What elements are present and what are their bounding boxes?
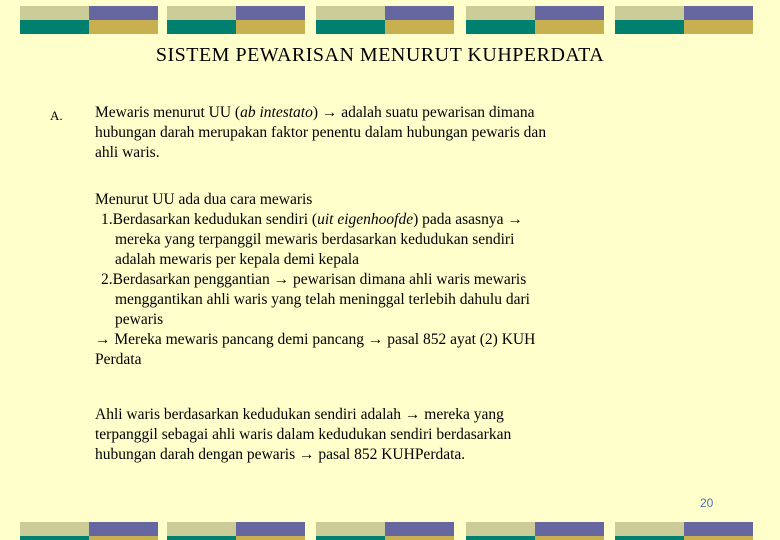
decor-block bbox=[466, 522, 604, 540]
text-line: ahli waris. bbox=[95, 144, 160, 161]
paragraph-definition bbox=[95, 103, 745, 163]
decor-block bbox=[466, 6, 604, 34]
item-label: A. bbox=[50, 108, 63, 123]
decor-block bbox=[167, 522, 305, 540]
decor-block bbox=[316, 6, 454, 34]
decor-block bbox=[615, 6, 753, 34]
latin-term: ab intestato bbox=[240, 104, 313, 121]
text-line: adalah mewaris per kepala demi kepala bbox=[115, 251, 360, 268]
text-line: terpanggil sebagai ahli waris dalam kedudukan sendiri berdasarkan bbox=[95, 426, 512, 443]
decor-block bbox=[20, 522, 158, 540]
text-line: hubungan darah merupakan faktor penentu dalam hubungan pewaris dan bbox=[95, 124, 547, 141]
bottom-decor-bar bbox=[0, 522, 780, 540]
slide-title: SISTEM PEWARISAN MENURUT KUHPERDATA bbox=[155, 44, 605, 66]
paragraph-own-position bbox=[95, 405, 745, 465]
list-item: 1.Berdasarkan kedudukan sendiri (uit eigenhoofde) pada asasnya → bbox=[101, 211, 523, 228]
page-number: 20 bbox=[700, 496, 714, 510]
text-line: Mewaris menurut UU (ab intestato) → adalah suatu pewarisan dimana bbox=[95, 104, 535, 121]
text-line: mereka yang terpanggil mewaris berdasarkan kedudukan sendiri bbox=[115, 231, 515, 248]
paragraph-methods bbox=[95, 190, 745, 370]
decor-block bbox=[20, 6, 158, 34]
decor-block bbox=[167, 6, 305, 34]
decor-block bbox=[316, 522, 454, 540]
text-line: Ahli waris berdasarkan kedudukan sendiri adalah → mereka yang bbox=[95, 406, 504, 423]
decor-block bbox=[615, 522, 753, 540]
text-line: → Mereka mewaris pancang demi pancang → pasal 852 ayat (2) KUH bbox=[95, 331, 536, 348]
text-line: pewaris bbox=[115, 311, 164, 328]
text-line: hubungan darah dengan pewaris → pasal 852 KUHPerdata. bbox=[95, 446, 466, 463]
text-line: menggantikan ahli waris yang telah meninggal terlebih dahulu dari bbox=[115, 291, 530, 308]
text-line: Perdata bbox=[95, 351, 142, 368]
list-item: 2.Berdasarkan penggantian → pewarisan dimana ahli waris mewaris bbox=[101, 271, 527, 288]
top-decor-bar bbox=[0, 6, 780, 34]
latin-term: uit eigenhoofde bbox=[317, 211, 414, 228]
text-line: Menurut UU ada dua cara mewaris bbox=[95, 191, 313, 208]
